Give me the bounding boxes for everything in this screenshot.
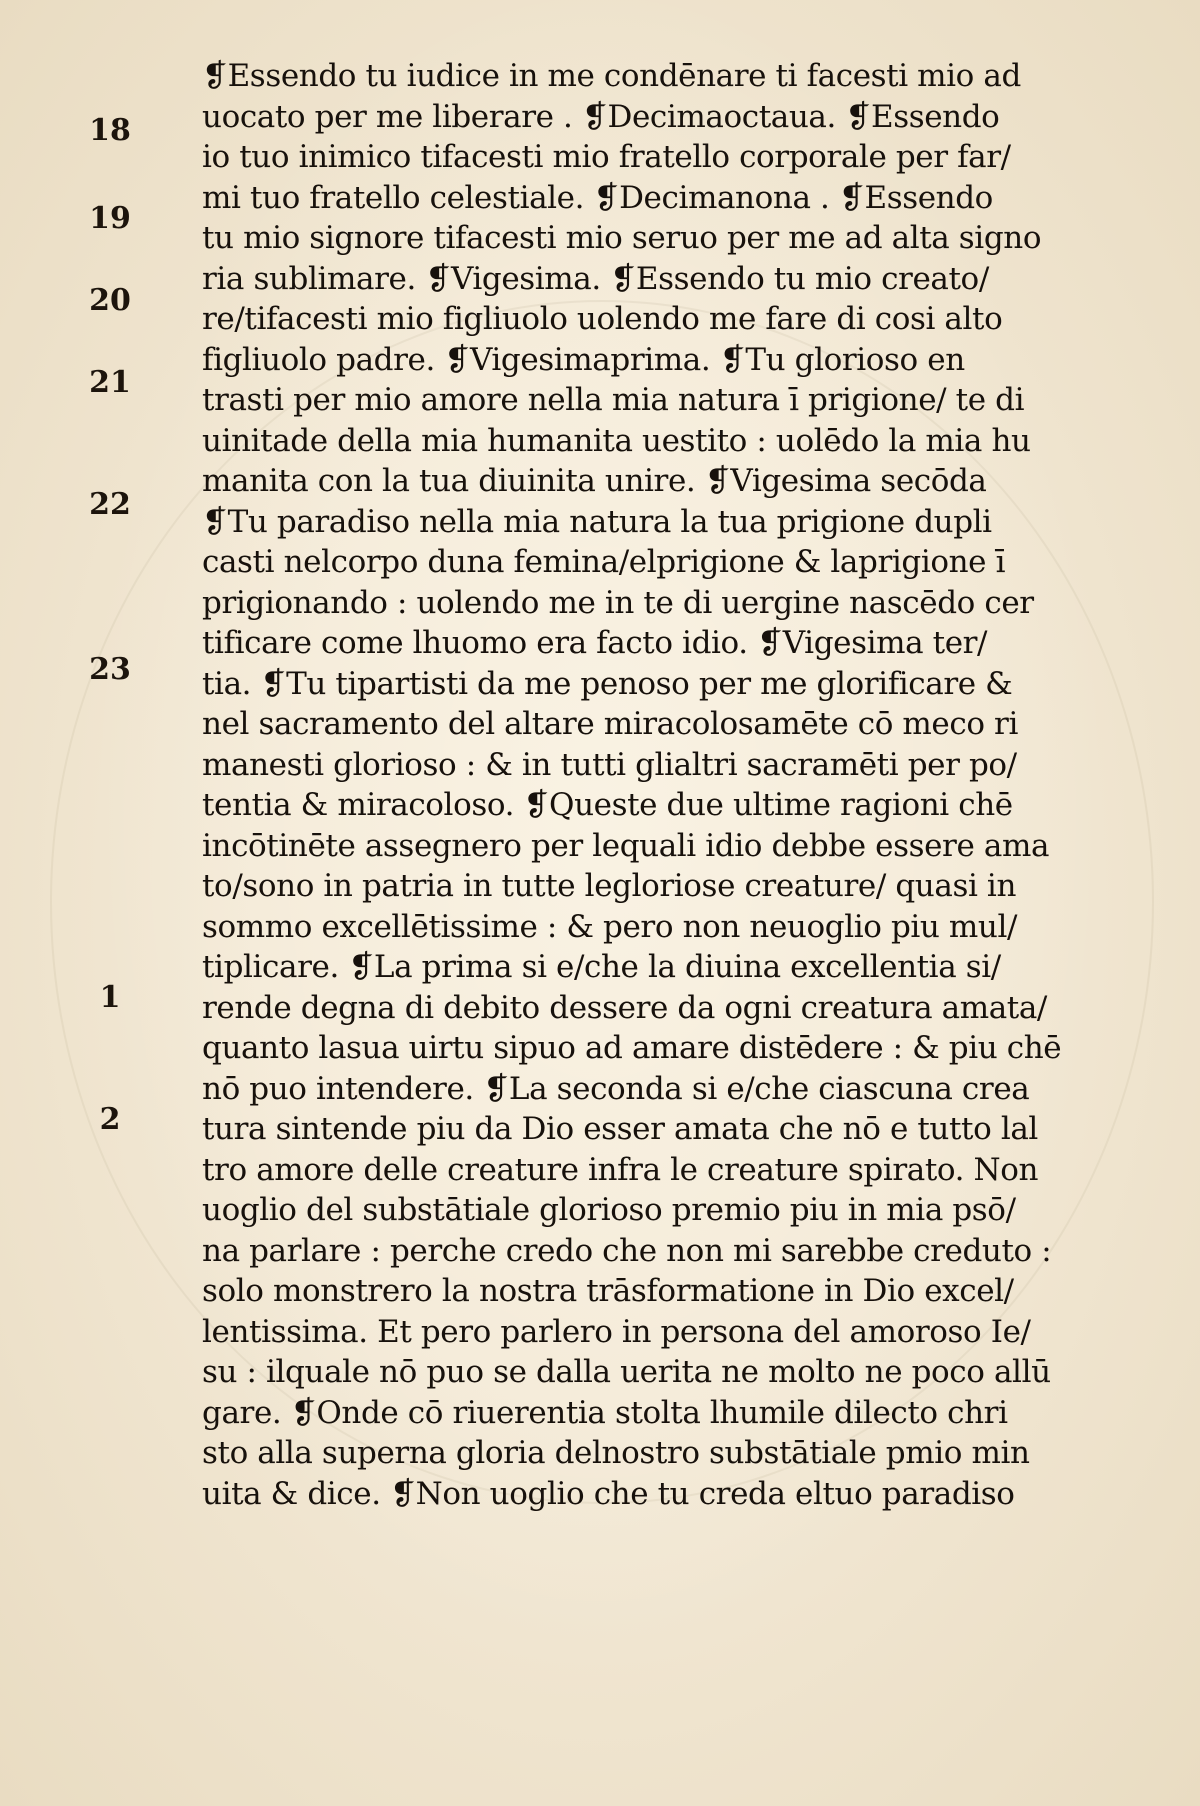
text-line: tu mio signore tifacesti mio seruo per me ad alta signo (202, 220, 1042, 256)
text-line: tura sintende piu da Dio esser amata che nō e tutto lal (202, 1111, 1038, 1147)
text-line: sto alla superna gloria delnostro substātiale pmio min (202, 1435, 1030, 1471)
text-line: mi tuo fratello celestiale. ❡Decimanona . ❡Essendo (202, 179, 993, 216)
text-line: uinitade della mia humanita uestito : uolēdo la mia hu (202, 422, 1031, 459)
text-line: figliuolo padre. ❡Vigesimaprima. ❡Tu glorioso en (202, 341, 965, 378)
margin-number: 20 (89, 283, 131, 318)
text-line: trasti per mio amore nella mia natura ī prigione/ te di (202, 382, 1025, 418)
text-line: to/sono in patria in tutte legloriose creature/ quasi in (202, 868, 1017, 904)
text-line: prigionando : uolendo me in te di uergine nascēdo cer (202, 584, 1034, 621)
text-line: rende degna di debito dessere da ogni creatura amata/ (202, 989, 1047, 1026)
text-line: casti nelcorpo duna femina/elprigione & laprigione ī (202, 544, 1006, 580)
text-line: io tuo inimico tifacesti mio fratello corporale per far/ (202, 139, 1011, 175)
text-line: su : ilquale nō puo se dalla uerita ne molto ne poco allū (202, 1354, 1051, 1390)
margin-number: 1 (99, 980, 121, 1015)
text-line: tia. ❡Tu tipartisti da me penoso per me glorificare & (202, 665, 1013, 702)
margin-numbers (80, 0, 140, 1806)
text-line: ❡Essendo tu iudice in me condēnare ti facesti mio ad (202, 58, 1021, 94)
text-line: gare. ❡Onde cō riuerentia stolta lhumile dilecto chri (202, 1394, 1008, 1431)
text-line: manita con la tua diuinita unire. ❡Vigesima secōda (202, 463, 987, 499)
text-line: tiplicare. ❡La prima si e/che la diuina excellentia si/ (202, 949, 1001, 985)
text-line: uita & dice. ❡Non uoglio che tu creda eltuo paradiso (202, 1475, 1015, 1512)
text-line: nō puo intendere. ❡La seconda si e/che ciascuna crea (202, 1070, 1030, 1107)
text-line: sommo excellētissime : & pero non neuoglio piu mul/ (202, 908, 1018, 945)
margin-number: 18 (89, 113, 131, 148)
text-line: re/tifacesti mio figliuolo uolendo me fare di cosi alto (202, 301, 1003, 337)
margin-number: 23 (89, 652, 131, 687)
text-line: nel sacramento del altare miracolosamēte cō meco ri (202, 706, 1018, 742)
text-line: ❡Tu paradiso nella mia natura la tua prigione dupli (202, 503, 992, 540)
text-line: quanto lasua uirtu sipuo ad amare distēdere : & piu chē (202, 1030, 1062, 1066)
text-line: na parlare : perche credo che non mi sarebbe creduto : (202, 1232, 1052, 1269)
text-line: ria sublimare. ❡Vigesima. ❡Essendo tu mio creato/ (202, 260, 989, 297)
text-line: uocato per me liberare . ❡Decimaoctaua. ❡Essendo (202, 98, 1000, 135)
text-line: tentia & miracoloso. ❡Queste due ultime ragioni chē (202, 787, 1013, 823)
text-block (202, 56, 1082, 1514)
margin-number: 21 (89, 365, 131, 400)
margin-number: 2 (99, 1102, 121, 1137)
text-line: lentissima. Et pero parlero in persona del amoroso Ie/ (202, 1313, 1031, 1350)
text-line: incōtinēte assegnero per lequali idio debbe essere ama (202, 827, 1050, 864)
text-line: tificare come lhuomo era facto idio. ❡Vigesima ter/ (202, 625, 988, 661)
text-line: tro amore delle creature infra le creature spirato. Non (202, 1151, 1039, 1188)
margin-number: 22 (89, 487, 131, 522)
text-line: solo monstrero la nostra trāsformatione in Dio excel/ (202, 1273, 1014, 1309)
text-line: manesti glorioso : & in tutti glialtri sacramēti per po/ (202, 746, 1017, 783)
margin-number: 19 (89, 201, 131, 236)
text-line: uoglio del substātiale glorioso premio piu in mia psō/ (202, 1192, 1016, 1228)
